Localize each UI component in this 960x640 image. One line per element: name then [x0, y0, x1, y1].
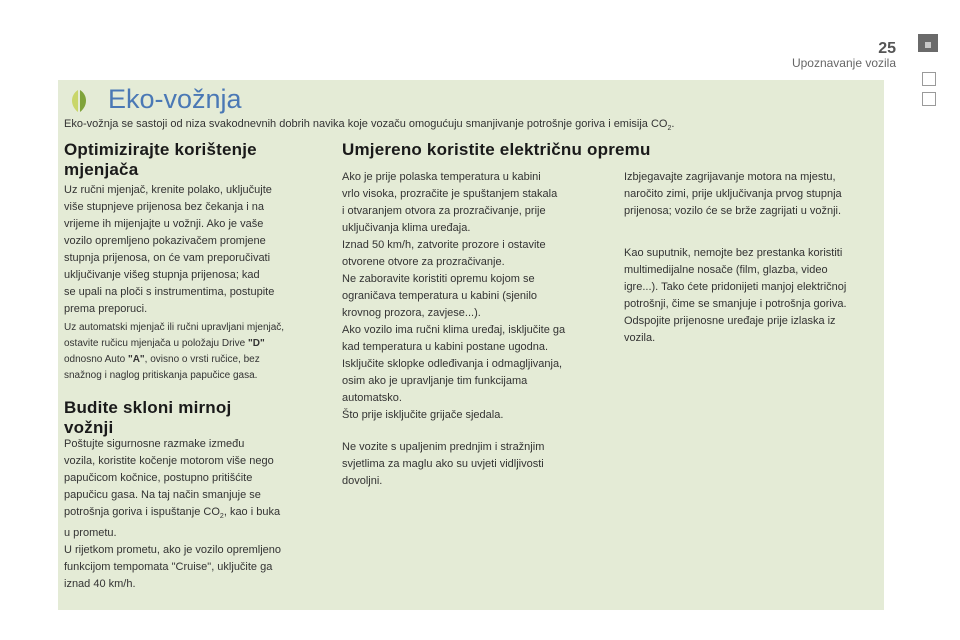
paragraph-engine-warmup: Izbjegavajte zagrijavanje motora na mjestu, naročito zimi, prije uključivanja prvog stupnja prijenosa; vozilo će se brže zagrijati u vožnji. — [624, 171, 842, 217]
intro-text: Eko-vožnja se sastoji od niza svakodnevnih dobrih navika koje vozaču omogućuju smanjivanje potrošnje goriva i emisija $CO_2$. — [64, 118, 675, 133]
heading-electrical-equipment: Umjereno koristite električnu opremu — [342, 140, 651, 159]
chapter-tab-box — [922, 72, 936, 86]
heading-calm-driving: Budite skloni mirnoj vožnji — [64, 398, 232, 437]
paragraph-automatic-gearbox: Uz automatski mjenjač ili ručni upravljani mjenjač, ostavite ručicu mjenjača u položaju Drive "D" odnosno Auto "A", ovisno o vrsti ručice, bez snažnog i naglog pritiskanja papučice gasa. — [64, 322, 285, 381]
paragraph-cruise-control: U rijetkom prometu, ako je vozilo opremljeno funkcijom tempomata "Cruise", uključite ga iznad 40 km/h. — [64, 544, 282, 590]
paragraph-manual-gearbox: Uz ručni mjenjač, krenite polako, uključujte više stupnjeve prijenosa bez čekanja i na vrijeme ih mijenjajte u vožnji. Ako je vaše vozilo opremljeno pokazivačem promjene stupnja prijenosa, on će vam preporučivati uključivanje višeg stupnja prijenosa; kad se upali na ploči s instrumentima, postupite prema preporuci. — [64, 184, 275, 315]
paragraph-multimedia: Kao suputnik, nemojte bez prestanka koristiti multimedijalne nosače (film, glazba, video igre...). Tako ćete pridonijeti manjoj električnoj potrošnji, čime se smanjuje i potrošnja goriva. Odspojite prijenosne uređaje prije izlaska iz vozila. — [624, 247, 847, 344]
chapter-tab-active — [918, 34, 938, 52]
paragraph-safe-distances: Poštujte sigurnosne razmake između vozila, koristite kočenje motorom više nego papučicom kočnice, postupno pritišćite papučicu gasa. Na taj način smanjuje se potrošnja goriva i ispuštanje $CO_2$, kao i buka u prometu. — [64, 438, 281, 540]
page-number: 25 — [878, 40, 896, 57]
section-title: Upoznavanje vozila — [791, 56, 896, 70]
heading-gearbox: Optimizirajte korištenje mjenjača — [64, 140, 257, 179]
eco-leaf-icon — [66, 88, 92, 114]
paragraph-cabin-temperature: Ako je prije polaska temperatura u kabini vrlo visoka, prozračite je spuštanjem stakala i otvaranjem otvora za prozračivanje, prije uključivanja klima uređaja. Iznad 50 km/h, zatvorite prozore i ostavite otvorene otvore za prozračivanje. Ne zaboravite koristiti opremu kojom se ograničava temperatura u kabini (sjenilo krovnog prozora, zavjese...). Ako vozilo ima ručni klima uređaj, isključite ga kad temperatura u kabini postane ugodna. Isključite sklopke odleđivanja i odmagljivanja, osim ako je upravljanje tim funkcijama automatsko. Što prije isključite grijače sjedala. — [342, 171, 566, 421]
page-title: Eko-vožnja — [108, 84, 242, 114]
paragraph-fog-lights: Ne vozite s upaljenim prednjim i stražnjim svjetlima za maglu ako su uvjeti vidljivosti dovoljni. — [342, 441, 545, 487]
chapter-tab-box — [922, 92, 936, 106]
